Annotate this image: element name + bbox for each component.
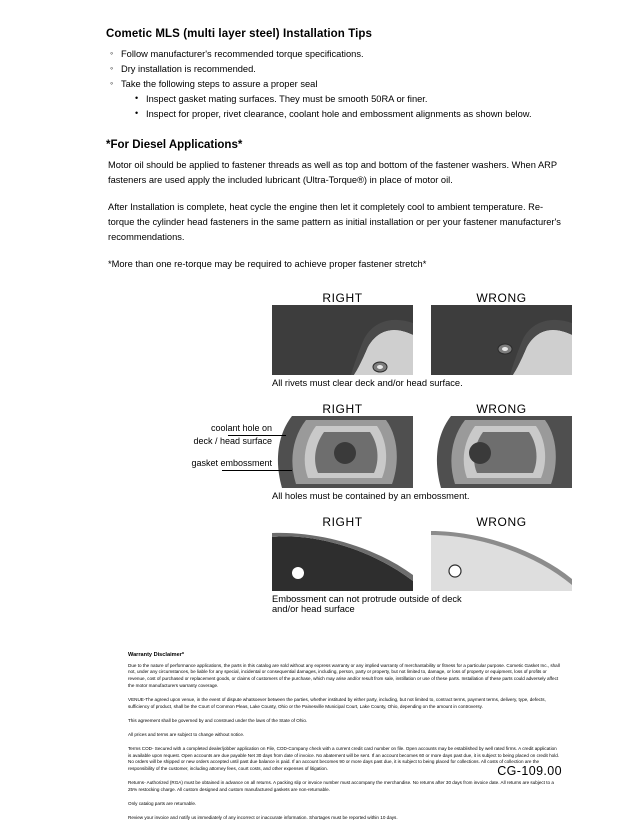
figure-holes-panels: [272, 416, 588, 488]
list-item: • Inspect gasket mating surfaces. They must be smooth 50RA or finer.: [135, 92, 582, 107]
warranty-paragraph: Only catalog parts are returnable.: [128, 800, 197, 806]
figure-embossment-wrong-panel: [431, 529, 572, 591]
list-item-label: Take the following steps to assure a proper seal: [121, 79, 318, 90]
figure-label-right: RIGHT: [322, 290, 363, 305]
paragraph-heat-cycle: After Installation is complete, heat cycle the engine then let it completely cool to ambient temperature. Re-torque the cylinder head fasteners in the same pattern as initial installation or per your fastener manufacturer's recommendations.: [108, 202, 561, 243]
figure-holes-caption: All holes must be contained by an embossment.: [272, 490, 470, 501]
page-title: Cometic MLS (multi layer steel) Installation Tips: [106, 28, 373, 40]
figure-holes-labels: [272, 402, 588, 416]
figure-group: [128, 291, 588, 614]
installation-tips-list: [110, 47, 582, 122]
figure-label-wrong: WRONG: [476, 514, 527, 529]
callout-coolant-hole: coolant hole on deck / head surface: [193, 422, 272, 447]
figure-rivets-panels: [272, 305, 588, 375]
figure-embossment-labels: [272, 515, 588, 529]
figure-label-right: RIGHT: [322, 401, 363, 416]
leader-line-coolant: [228, 435, 286, 436]
figure-holes-right-panel: [272, 416, 413, 488]
warranty-heading: Warranty Disclaimer*: [128, 651, 185, 658]
figure-label-right: RIGHT: [322, 514, 363, 529]
embossment-wrong-illustration: [431, 529, 572, 591]
figure-rivets-labels: [272, 291, 588, 305]
warranty-paragraph: VENUE-The agreed upon venue, in the event of dispute whatsoever between the parties, whether instituted by either party, including, but not limited to, contract terms, payment terms, delivery, type, defects, sufficiency of product, shall be the Court of Common Pleas, Lake County, Ohio or the Painesville Municipal Court, Lake County, Ohio, depending on the amount in controversy.: [128, 697, 546, 709]
figure-embossment: [128, 515, 588, 614]
figure-embossment-right-panel: [272, 529, 413, 591]
figure-embossment-caption-line1: Embossment can not protrude outside of deck: [272, 593, 462, 604]
warranty-section: [128, 652, 560, 822]
warranty-paragraph: All prices and terms are subject to change without notice.: [128, 731, 245, 737]
rivet-wrong-illustration: [431, 305, 572, 375]
figure-embossment-panels: [272, 529, 588, 591]
figure-embossment-caption-line2: and/or head surface: [272, 603, 355, 614]
warranty-paragraph: Terms COD- Secured with a completed dealer/jobber application on File, COD-Company check with a current credit card number on file. Open accounts may be established by well rated firms. A credit application is available upon request. Open accounts are due payable Net 30 days from date of invoice. No abatement will be sent. If an account becomes 60 or more days past due, it is subject to being placed on credit hold. No orders will be shipped or new orders accepted until past due balance is paid. If an account becomes 90 or more days past due, it is subject to being placed for collections. All costs of collection are the responsibility of the customer, including attorney fees, court costs, and other expenses of litigation.: [128, 745, 560, 772]
figure-rivets: [128, 291, 588, 388]
coolant-hole-wrong-illustration: [431, 416, 572, 488]
installation-sub-list: [121, 92, 582, 122]
figure-label-wrong: WRONG: [476, 401, 527, 416]
list-item: • Inspect for proper, rivet clearance, coolant hole and embossment alignments as shown below.: [135, 107, 582, 122]
figure-embossment-caption: [272, 594, 588, 614]
leader-line-embossment: [222, 470, 292, 471]
rivet-right-illustration: [272, 305, 413, 375]
warranty-paragraph: This agreement shall be governed by and construed under the laws of the State of Ohio.: [128, 717, 308, 723]
warranty-paragraph: Returns- Authorized (RGA) must be obtained in advance on all returns. A packing slip or invoice number must accompany the merchandise. No returns after 30 days from invoice date. All returns are subject to a 25% restocking charge. All custom designed and custom manufactured gaskets are non-returnable.: [128, 780, 554, 793]
warranty-paragraph: Review your invoice and notify us immediately of any incorrect or inaccurate information. Shortages must be reported within 10 days.: [128, 814, 398, 820]
part-number: CG-109.00: [497, 764, 562, 778]
figure-label-wrong: WRONG: [476, 290, 527, 305]
figure-rivets-wrong-panel: [431, 305, 572, 375]
list-item: ◦ Dry installation is recommended.: [110, 62, 582, 77]
callout-gasket-embossment: gasket embossment: [191, 457, 272, 468]
embossment-right-illustration: [272, 529, 413, 591]
figure-holes-wrong-panel: [431, 416, 572, 488]
warranty-paragraph: Due to the nature of performance applications, the parts in this catalog are sold without any express warranty or any implied warranty of merchantability or fitness for a particular purpose. Cometic Gasket Inc., shall not, under any circumstances, be liable for any special, incidental or consequential damages, including, person, party or property, but not limited to, damage, or loss of property or equipment, loss of profits or revenue, cost of purchased or replacement goods, or claims of customers of the purchase, which may arise and/or result from sale, instillation or use of these parts. Installation of these parts could adversely affect the motor manufacturers warranty coverage.: [128, 662, 560, 689]
paragraph-motor-oil: Motor oil should be applied to fastener threads as well as top and bottom of the fastener washers. When ARP fasteners are used apply the included lubricant (Ultra-Torque®) in place of motor oil.: [108, 160, 557, 186]
coolant-hole-right-illustration: [272, 416, 413, 488]
figure-holes: [128, 402, 588, 501]
list-item: [110, 77, 582, 122]
figure-rivets-caption: All rivets must clear deck and/or head surface.: [272, 377, 463, 388]
list-item: ◦ Follow manufacturer's recommended torque specifications.: [110, 47, 582, 62]
section-heading-diesel: *For Diesel Applications*: [106, 139, 243, 152]
figure-rivets-right-panel: [272, 305, 413, 375]
paragraph-retorque-note: *More than one re-torque may be required to achieve proper fastener stretch*: [108, 259, 427, 270]
